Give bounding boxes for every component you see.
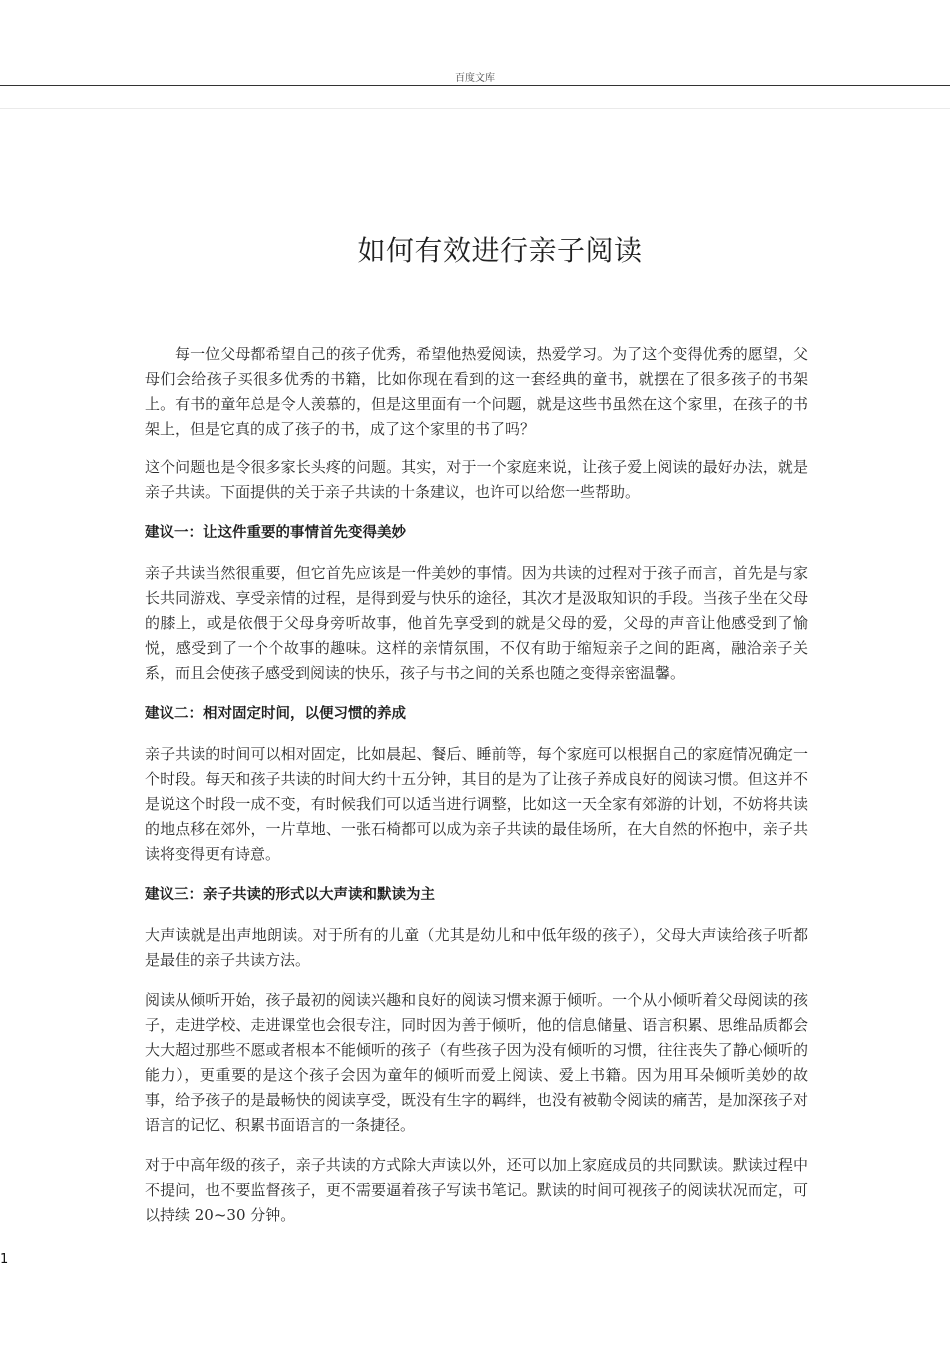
section-1-paragraph-1: 亲子共读当然很重要，但它首先应该是一件美妙的事情。因为共读的过程对于孩子而言，首先是与家长共同游戏、享受亲情的过程，是得到爱与快乐的途径，其次才是汲取知识的手段。当孩子坐在父母的膝上，或是依偎于父母身旁听故事，他首先享受到的就是父母的爱，父母的声音让他感受到了愉悦，感受到了一个个故事的趣味。这样的亲情氛围，不仅有助于缩短亲子之间的距离，融洽亲子关系，而且会使孩子感受到阅读的快乐，孩子与书之间的关系也随之变得亲密温馨。 xyxy=(145,564,808,682)
header-brand: 百度文库 xyxy=(455,73,495,84)
section-3-paragraph-3: 对于中高年级的孩子，亲子共读的方式除大声读以外，还可以加上家庭成员的共同默读。默读过程中不提问，也不要监督孩子，更不需要逼着孩子写读书笔记。默读的时间可视孩子的阅读状况而定，可以持续 20~30 分钟。 xyxy=(145,1156,808,1224)
section-heading-1: 建议一：让这件重要的事情首先变得美妙 xyxy=(145,524,406,541)
page-number: 1 xyxy=(0,1252,9,1267)
section-3-paragraph-1: 大声读就是出声地朗读。对于所有的儿童（尤其是幼儿和中低年级的孩子），父母大声读给孩子听都是最佳的亲子共读方法。 xyxy=(145,926,808,969)
document-body xyxy=(145,342,808,1228)
section-3-paragraph-2: 阅读从倾听开始，孩子最初的阅读兴趣和良好的阅读习惯来源于倾听。一个从小倾听着父母阅读的孩子，走进学校、走进课堂也会很专注，同时因为善于倾听，他的信息储量、语言积累、思维品质都会大大超过那些不愿或者根本不能倾听的孩子（有些孩子因为没有倾听的习惯，往往丧失了静心倾听的能力），更重要的是这个孩子会因为童年的倾听而爱上阅读、爱上书籍。因为用耳朵倾听美妙的故事，给予孩子的是最畅快的阅读享受，既没有生字的羁绊，也没有被勒令阅读的痛苦，是加深孩子对语言的记忆、积累书面语言的一条捷径。 xyxy=(145,991,808,1134)
intro-paragraph-1: 每一位父母都希望自己的孩子优秀，希望他热爱阅读，热爱学习。为了这个变得优秀的愿望，父母们会给孩子买很多优秀的书籍，比如你现在看到的这一套经典的童书，就摆在了很多孩子的书架上。有书的童年总是令人羡慕的，但是这里面有一个问题，就是这些书虽然在这个家里，在孩子的书架上，但是它真的成了孩子的书，成了这个家里的书了吗？ xyxy=(145,345,808,438)
intro-paragraph-2: 这个问题也是令很多家长头疼的问题。其实，对于一个家庭来说，让孩子爱上阅读的最好办法，就是亲子共读。下面提供的关于亲子共读的十条建议，也许可以给您一些帮助。 xyxy=(145,458,808,501)
document-title: 如何有效进行亲子阅读 xyxy=(357,234,643,267)
section-heading-2: 建议二：相对固定时间，以便习惯的养成 xyxy=(145,705,406,722)
section-2-paragraph-1: 亲子共读的时间可以相对固定，比如晨起、餐后、睡前等，每个家庭可以根据自己的家庭情况确定一个时段。每天和孩子共读的时间大约十五分钟，其目的是为了让孩子养成良好的阅读习惯。但这并不是说这个时段一成不变，有时候我们可以适当进行调整，比如这一天全家有郊游的计划，不妨将共读的地点移在郊外，一片草地、一张石椅都可以成为亲子共读的最佳场所，在大自然的怀抱中，亲子共读将变得更有诗意。 xyxy=(145,745,808,863)
section-heading-3: 建议三：亲子共读的形式以大声读和默读为主 xyxy=(145,886,435,903)
header-divider xyxy=(0,85,950,86)
header-subdivider xyxy=(0,108,950,109)
